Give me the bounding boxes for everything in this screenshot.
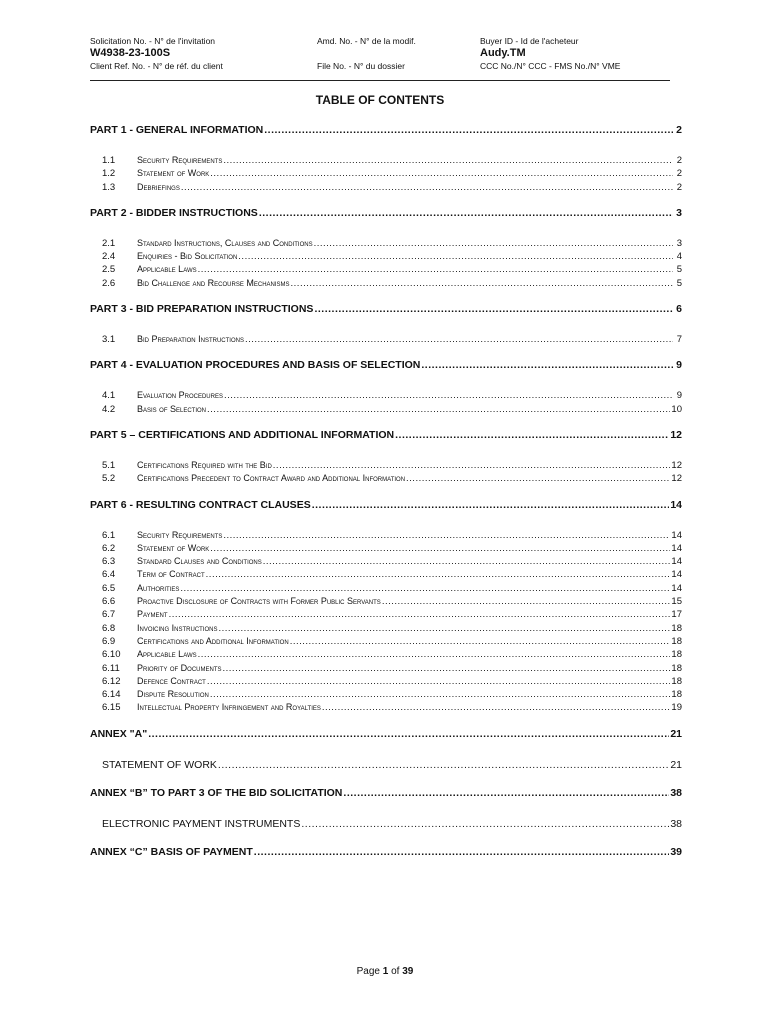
toc-annex-title: ANNEX “C” BASIS OF PAYMENT (90, 845, 253, 858)
toc-part-1[interactable] (90, 124, 682, 140)
entry-number: 6.15 (102, 702, 121, 714)
entry-number: 4.2 (102, 403, 116, 415)
entry-page: 2 (676, 168, 682, 180)
entry-number: 6.3 (102, 556, 116, 568)
toc-entry[interactable] (90, 583, 682, 596)
toc-page-number: 38 (670, 786, 682, 799)
dot-leader (314, 238, 673, 249)
dot-leader (343, 787, 669, 799)
toc-entry[interactable] (90, 636, 682, 649)
dot-leader (395, 429, 669, 441)
toc-part-6-items (90, 530, 682, 716)
dot-leader (406, 473, 670, 484)
entry-title: Debriefings (137, 181, 180, 192)
header-buyer-column (480, 36, 620, 72)
dot-leader (322, 702, 671, 713)
page-footer (0, 966, 770, 977)
toc-entry[interactable] (90, 155, 682, 168)
toc-part-title: PART 1 - GENERAL INFORMATION (90, 124, 264, 136)
entry-title: STATEMENT OF WORK (102, 758, 217, 771)
toc-entry[interactable] (90, 390, 682, 403)
entry-number: 2.1 (102, 237, 116, 249)
toc-entry[interactable] (90, 334, 682, 347)
entry-page: 2 (676, 155, 682, 166)
entry-page: 18 (671, 622, 682, 634)
toc-part-3[interactable] (90, 303, 682, 319)
entry-number: 4.1 (102, 390, 116, 402)
toc-page-number: 9 (676, 359, 682, 372)
entry-title: Dispute Resolution (137, 689, 209, 700)
ccc-label: CCC No./N° CCC - FMS No./N° VME (480, 61, 621, 71)
entry-number: 6.2 (102, 542, 116, 554)
entry-title: ELECTRONIC PAYMENT INSTRUMENTS (102, 817, 301, 830)
toc-entry[interactable] (90, 278, 682, 291)
toc-entry[interactable] (90, 663, 682, 676)
solicitation-label: Solicitation No. - N° de l'invitation (90, 36, 216, 46)
toc-page-number: 3 (676, 206, 682, 219)
entry-title: Certifications and Additional Information (137, 635, 289, 646)
dot-leader (263, 556, 671, 567)
dot-leader (312, 499, 670, 511)
toc-part-6[interactable] (90, 499, 682, 515)
toc-entry[interactable] (90, 569, 682, 582)
toc-page-number: 6 (676, 303, 682, 316)
total-pages: 39 (402, 966, 414, 977)
dot-leader (291, 278, 673, 289)
entry-number: 6.7 (102, 609, 116, 621)
toc-annex-b[interactable] (90, 787, 682, 803)
header-solicitation-column (90, 36, 223, 72)
amendment-label: Amd. No. - N° de la modif. (317, 36, 416, 46)
toc-entry[interactable] (90, 238, 682, 251)
entry-page: 2 (676, 181, 682, 193)
entry-number: 6.1 (102, 529, 116, 541)
toc-annex-b-items (90, 818, 682, 834)
dot-leader (198, 649, 671, 660)
toc-entry[interactable] (90, 596, 682, 609)
entry-page: 5 (676, 264, 682, 276)
dot-leader (223, 155, 673, 166)
entry-number: 2.5 (102, 264, 116, 276)
toc-part-2[interactable] (90, 207, 682, 223)
entry-number: 1.3 (102, 181, 116, 193)
entry-title: Security Requirements (137, 155, 223, 165)
file-label: File No. - N° du dossier (317, 61, 405, 71)
entry-page: 18 (671, 635, 682, 647)
dot-leader (301, 818, 669, 830)
entry-page: 7 (676, 334, 682, 346)
entry-title: Bid Preparation Instructions (137, 334, 244, 345)
entry-page: 14 (671, 569, 682, 581)
toc-entry[interactable] (90, 251, 682, 264)
entry-number: 6.10 (102, 649, 121, 661)
dot-leader (169, 609, 671, 620)
dot-leader (223, 663, 671, 674)
document-header (90, 36, 670, 81)
toc-part-2-items (90, 238, 682, 291)
toc-entry[interactable] (90, 556, 682, 569)
entry-title: Invoicing Instructions (137, 622, 218, 633)
dot-leader (148, 728, 669, 740)
toc-entry[interactable] (90, 168, 682, 181)
entry-number: 6.8 (102, 622, 116, 634)
toc-entry[interactable] (90, 404, 682, 417)
dot-leader (206, 569, 671, 580)
entry-number: 6.4 (102, 569, 116, 581)
dot-leader (181, 182, 673, 193)
entry-page: 14 (671, 582, 682, 594)
dot-leader (254, 846, 670, 858)
dot-leader (314, 303, 673, 315)
entry-title: Intellectual Property Infringement and Royalties (137, 702, 321, 713)
toc-annex-c[interactable] (90, 846, 682, 862)
dot-leader (382, 596, 671, 607)
table-of-contents (90, 124, 682, 862)
entry-title: Evaluation Procedures (137, 390, 223, 401)
entry-title: Proactive Disclosure of Contracts with Former Public Servants (137, 596, 381, 607)
page-word: Page (356, 966, 380, 977)
dot-leader (245, 334, 673, 345)
entry-title: Defence Contract (137, 675, 206, 686)
entry-number: 6.14 (102, 689, 121, 701)
entry-number: 6.6 (102, 596, 116, 608)
toc-part-title: PART 6 - RESULTING CONTRACT CLAUSES (90, 498, 311, 511)
toc-entry[interactable] (90, 702, 682, 715)
entry-title: Security Requirements (137, 529, 223, 540)
toc-page-number: 14 (670, 498, 682, 511)
dot-leader (290, 636, 671, 647)
entry-page: 4 (676, 251, 682, 263)
dot-leader (207, 676, 671, 687)
toc-part-title: PART 3 - BID PREPARATION INSTRUCTIONS (90, 303, 314, 316)
entry-title: Authorities (137, 582, 180, 593)
entry-page: 21 (670, 758, 682, 771)
toc-page-number: 12 (670, 428, 682, 441)
toc-part-4-items (90, 390, 682, 417)
buyer-label: Buyer ID - Id de l'acheteur (480, 36, 579, 46)
entry-page: 12 (671, 473, 682, 485)
entry-page: 18 (671, 649, 682, 661)
entry-title: Priority of Documents (137, 662, 222, 673)
toc-part-title: PART 4 - EVALUATION PROCEDURES AND BASIS OF SELECTION (90, 359, 421, 372)
dot-leader (198, 264, 673, 275)
entry-page: 3 (676, 237, 682, 249)
entry-number: 6.12 (102, 675, 121, 687)
toc-part-5-items (90, 460, 682, 487)
entry-number: 6.11 (102, 662, 120, 674)
entry-title: Standard Instructions, Clauses and Conditions (137, 237, 313, 248)
dot-leader (273, 460, 671, 471)
entry-number: 6.9 (102, 635, 116, 647)
toc-part-1-items (90, 155, 682, 195)
toc-annex-a-items (90, 759, 682, 775)
page-number: 1 (382, 966, 389, 977)
entry-title: Payment (137, 609, 168, 620)
buyer-id: Audy.TM (480, 47, 526, 59)
dot-leader (421, 359, 673, 371)
dot-leader (210, 689, 671, 700)
entry-page: 15 (671, 596, 682, 608)
entry-title: Basis of Selection (137, 403, 207, 414)
entry-page: 18 (671, 689, 682, 701)
toc-annex-a[interactable] (90, 728, 682, 744)
toc-entry[interactable] (90, 530, 682, 543)
entry-title: Applicable Laws (137, 264, 197, 275)
toc-annex-title: ANNEX "A" (90, 727, 148, 740)
entry-page: 12 (671, 459, 682, 471)
toc-entry[interactable] (90, 543, 682, 556)
toc-entry[interactable] (90, 649, 682, 662)
entry-title: Statement of Work (137, 168, 210, 179)
entry-number: 3.1 (102, 334, 116, 346)
entry-number: 1.1 (102, 155, 116, 166)
client-ref-label: Client Ref. No. - N° de réf. du client (90, 61, 223, 71)
toc-page-number: 21 (670, 727, 682, 740)
toc-part-5[interactable] (90, 429, 682, 445)
toc-entry[interactable] (90, 759, 682, 775)
dot-leader (224, 390, 673, 401)
dot-leader (207, 404, 670, 415)
dot-leader (223, 530, 670, 541)
toc-part-4[interactable] (90, 359, 682, 375)
of-word: of (391, 966, 400, 977)
entry-title: Enquiries - Bid Solicitation (137, 251, 238, 262)
toc-entry[interactable] (90, 264, 682, 277)
toc-page-number: 2 (676, 124, 682, 136)
toc-entry[interactable] (90, 460, 682, 473)
dot-leader (218, 759, 669, 771)
entry-page: 10 (671, 403, 682, 415)
entry-page: 18 (671, 675, 682, 687)
entry-number: 2.4 (102, 251, 116, 263)
toc-part-title: PART 2 - BIDDER INSTRUCTIONS (90, 206, 258, 219)
entry-page: 17 (671, 609, 682, 621)
dot-leader (219, 623, 671, 634)
entry-page: 9 (676, 390, 682, 402)
toc-part-3-items (90, 334, 682, 347)
entry-title: Certifications Precedent to Contract Award and Additional Information (137, 473, 406, 484)
entry-page: 38 (670, 817, 682, 830)
toc-entry[interactable] (90, 609, 682, 622)
dot-leader (264, 124, 673, 136)
toc-annex-title: ANNEX “B” TO PART 3 OF THE BID SOLICITATION (90, 786, 343, 799)
toc-entry[interactable] (90, 623, 682, 636)
dot-leader (180, 583, 670, 594)
dot-leader (238, 251, 673, 262)
solicitation-number: W4938-23-100S (90, 47, 171, 59)
entry-number: 1.2 (102, 168, 116, 180)
toc-part-title: PART 5 – CERTIFICATIONS AND ADDITIONAL INFORMATION (90, 428, 395, 441)
entry-page: 14 (671, 529, 682, 541)
entry-number: 5.2 (102, 473, 116, 485)
dot-leader (210, 543, 670, 554)
page-title: TABLE OF CONTENTS (315, 93, 445, 107)
entry-number: 5.1 (102, 459, 116, 471)
entry-title: Bid Challenge and Recourse Mechanisms (137, 277, 290, 288)
entry-title: Certifications Required with the Bid (137, 459, 272, 470)
toc-entry[interactable] (90, 473, 682, 486)
header-amendment-column (317, 36, 416, 72)
dot-leader (259, 207, 673, 219)
entry-page: 14 (671, 556, 682, 568)
toc-page-number: 39 (670, 845, 682, 858)
entry-title: Statement of Work (137, 542, 210, 553)
entry-number: 6.5 (102, 582, 116, 594)
toc-entry[interactable] (90, 676, 682, 689)
entry-page: 14 (671, 542, 682, 554)
entry-page: 18 (671, 662, 682, 674)
entry-page: 19 (671, 702, 682, 714)
toc-entry[interactable] (90, 818, 682, 834)
entry-title: Term of Contract (137, 569, 205, 580)
entry-title: Applicable Laws (137, 649, 197, 660)
toc-entry[interactable] (90, 689, 682, 702)
entry-page: 5 (676, 277, 682, 289)
entry-number: 2.6 (102, 277, 116, 289)
dot-leader (210, 168, 673, 179)
entry-title: Standard Clauses and Conditions (137, 556, 262, 567)
toc-entry[interactable] (90, 182, 682, 195)
